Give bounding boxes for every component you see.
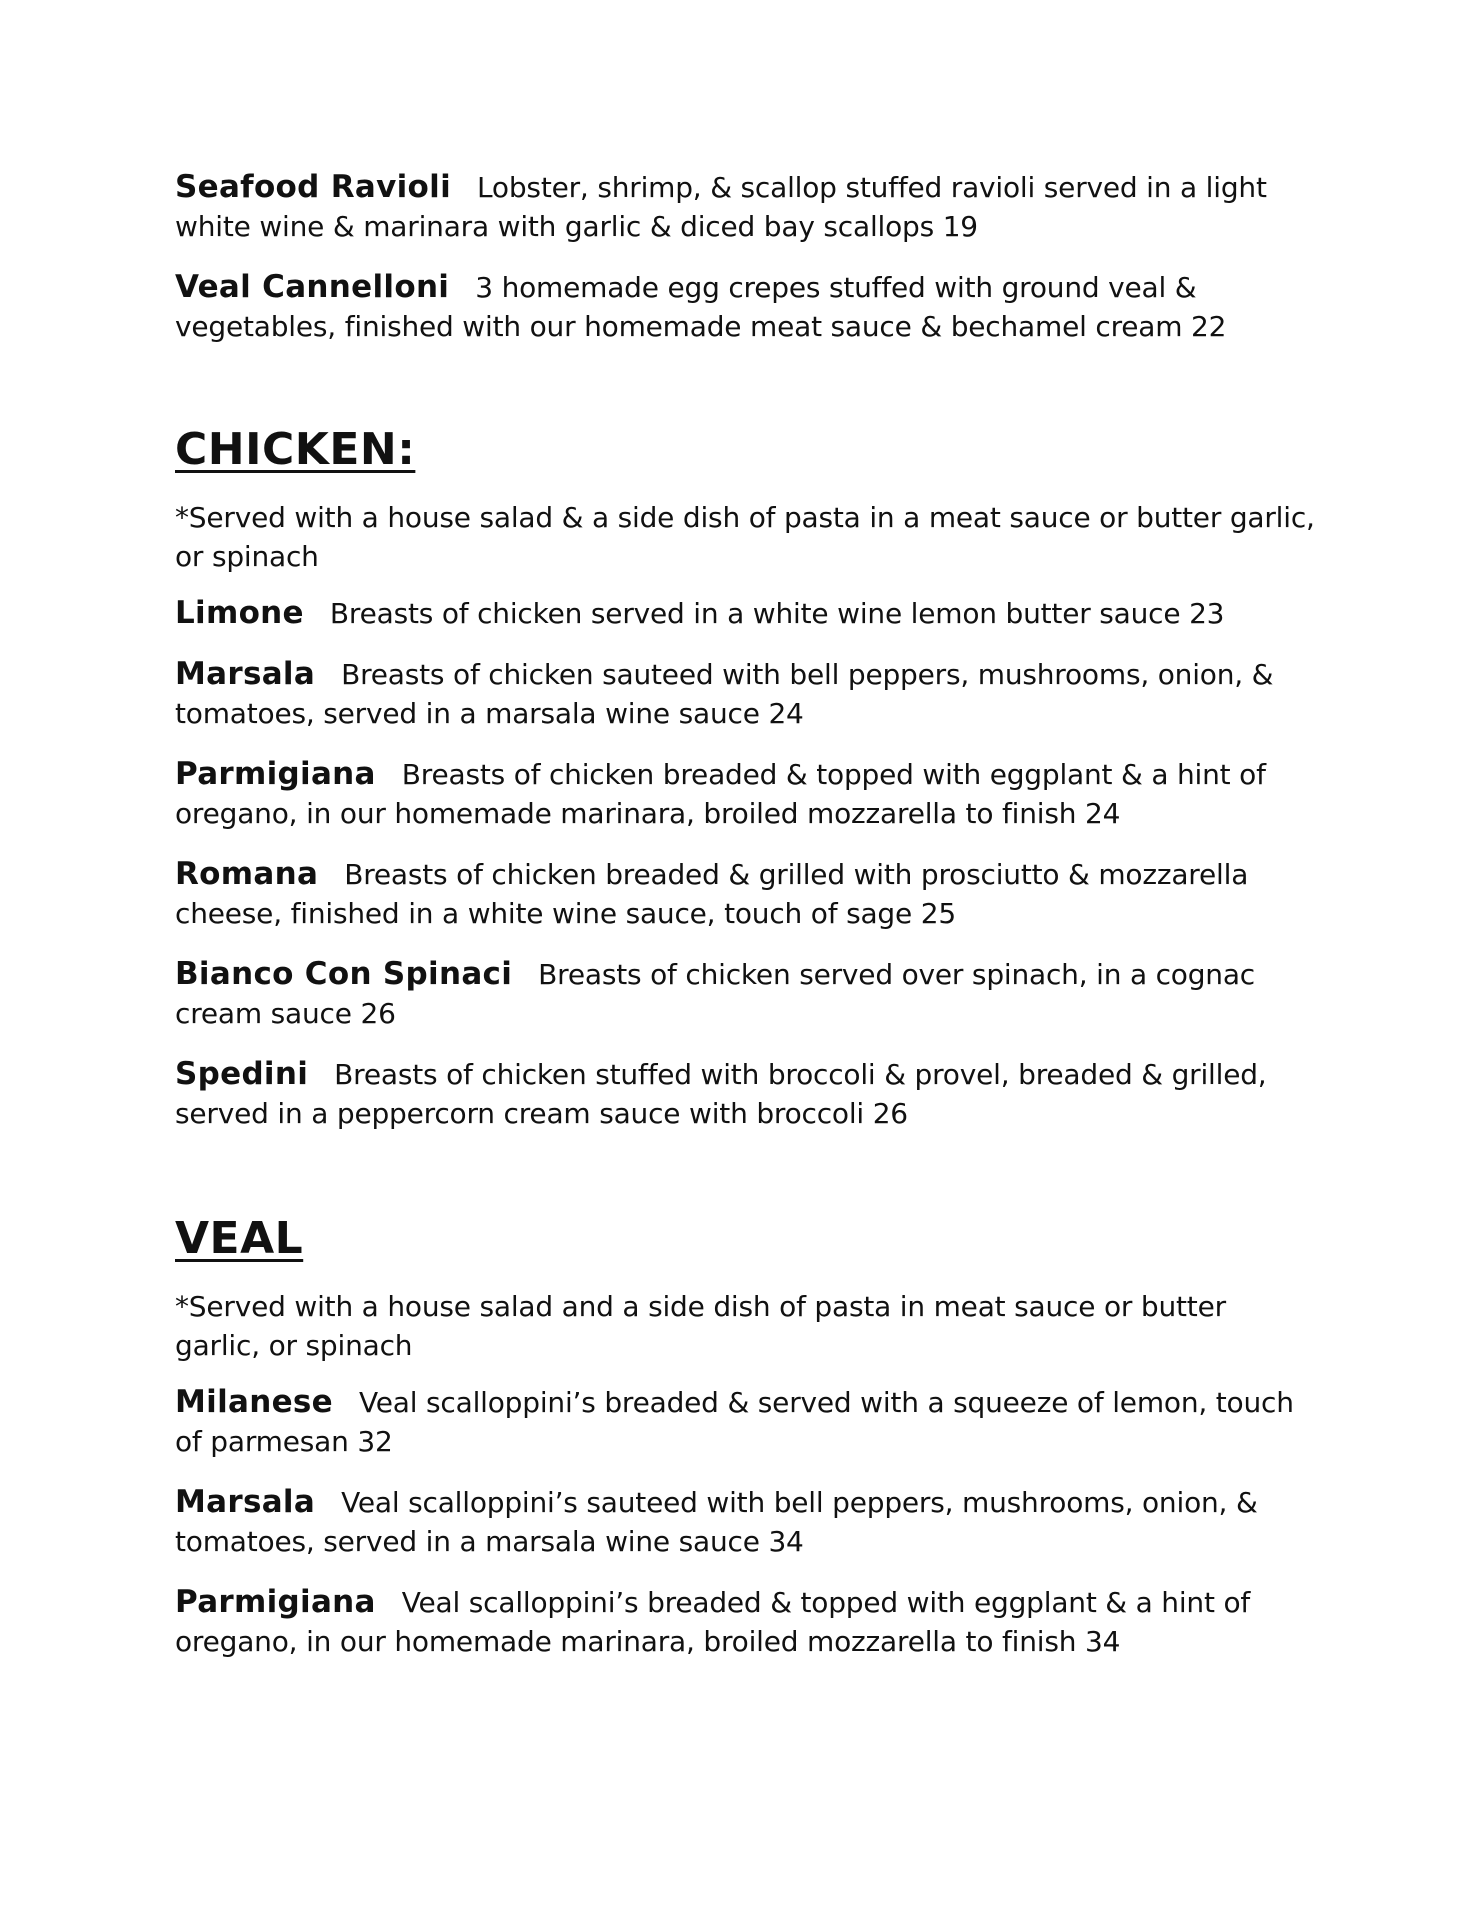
menu-item-chicken-limone (175, 594, 1315, 633)
section-spacer (175, 1155, 1315, 1213)
item-name: Marsala (175, 656, 316, 692)
item-name: Milanese (175, 1384, 333, 1420)
item-name: Spedini (175, 1056, 309, 1092)
item-description: Breasts of chicken served over spinach, in a cognac cream sauce 26 (175, 958, 1255, 1030)
menu-item-veal-parmigiana (175, 1583, 1315, 1661)
section-note-chicken: *Served with a house salad & a side dish of pasta in a meat sauce or butter garlic, or spinach (175, 501, 1315, 573)
section-spacer (175, 368, 1315, 424)
menu-item-veal-cannelloni (175, 268, 1315, 346)
menu-item-veal-milanese (175, 1383, 1315, 1461)
item-description: Veal scalloppini’s breaded & topped with eggplant & a hint of oregano, in our homemade marinara, broiled mozzarella to finish 34 (175, 1586, 1251, 1658)
item-name: Parmigiana (175, 1584, 376, 1620)
menu-item-chicken-romana (175, 855, 1315, 933)
item-name: Limone (175, 595, 304, 631)
item-description: Breasts of chicken sauteed with bell peppers, mushrooms, onion, & tomatoes, served in a marsala wine sauce 24 (175, 658, 1274, 730)
item-description: Breasts of chicken breaded & grilled with prosciutto & mozzarella cheese, finished in a white wine sauce, touch of sage 25 (175, 858, 1249, 930)
section-heading-veal: VEAL (175, 1213, 304, 1264)
item-description: Breasts of chicken stuffed with broccoli & provel, breaded & grilled, served in a peppercorn cream sauce with broccoli 26 (175, 1058, 1267, 1130)
item-description: Veal scalloppini’s breaded & served with a squeeze of lemon, touch of parmesan 32 (175, 1386, 1294, 1458)
menu-item-chicken-marsala (175, 655, 1315, 733)
item-description: Breasts of chicken breaded & topped with eggplant & a hint of oregano, in our homemade marinara, broiled mozzarella to finish 24 (175, 758, 1266, 830)
section-heading-chicken: CHICKEN: (175, 424, 416, 475)
item-description: Breasts of chicken served in a white wine lemon butter sauce 23 (329, 597, 1225, 630)
section-note-veal: *Served with a house salad and a side dish of pasta in meat sauce or butter garlic, or spinach (175, 1290, 1226, 1362)
menu-page (175, 168, 1315, 1683)
item-name: Parmigiana (175, 756, 376, 792)
item-description: Veal scalloppini’s sauteed with bell peppers, mushrooms, onion, & tomatoes, served in a marsala wine sauce 34 (175, 1486, 1258, 1558)
menu-item-chicken-bianco-con-spinaci (175, 955, 1315, 1033)
item-name: Seafood Ravioli (175, 169, 452, 205)
item-description: Lobster, shrimp, & scallop stuffed ravioli served in a light white wine & marinara with garlic & diced bay scallops 19 (175, 171, 1267, 243)
item-name: Marsala (175, 1484, 316, 1520)
menu-item-veal-marsala (175, 1483, 1315, 1561)
item-name: Veal Cannelloni (175, 269, 450, 305)
menu-item-seafood-ravioli (175, 168, 1315, 246)
item-description: 3 homemade egg crepes stuffed with ground veal & vegetables, finished with our homemade meat sauce & bechamel cream 22 (175, 271, 1227, 343)
menu-item-chicken-parmigiana (175, 755, 1315, 833)
item-name: Bianco Con Spinaci (175, 956, 513, 992)
menu-item-chicken-spedini (175, 1055, 1315, 1133)
item-name: Romana (175, 856, 319, 892)
